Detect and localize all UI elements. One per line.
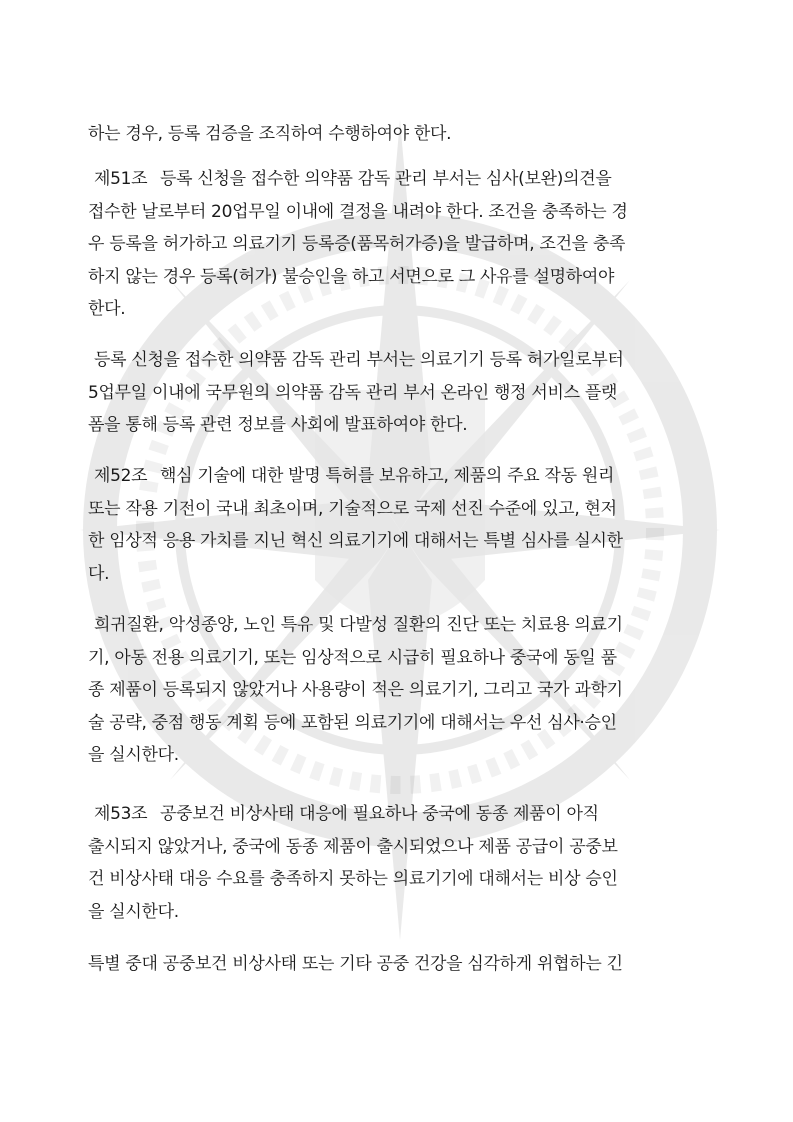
text-line: 한다. bbox=[88, 299, 126, 319]
text-line: 종 제품이 등록되지 않았거나 사용량이 적은 의료기기, 그리고 국가 과학기 bbox=[88, 680, 623, 700]
article-number: 제51조 bbox=[94, 169, 148, 189]
text-line: 우 등록을 허가하고 의료기기 등록증(품목허가증)을 발급하며, 조건을 충족 bbox=[88, 234, 626, 254]
article-53-clause-2 bbox=[88, 948, 708, 981]
text-line: 등록 신청을 접수한 의약품 감독 관리 부서는 심사(보완)의견을 bbox=[160, 169, 612, 189]
text-line: 하는 경우, 등록 검증을 조직하여 수행하여야 한다. bbox=[88, 124, 452, 144]
text-line: 기, 아동 전용 의료기기, 또는 임상적으로 시급히 필요하나 중국에 동일 품 bbox=[88, 647, 617, 668]
text-line: 건 비상사태 대응 수요를 충족하지 못하는 의료기기에 대해서는 비상 승인 bbox=[88, 869, 618, 889]
text-line: 공중보건 비상사태 대응에 필요하나 중국에 동종 제품이 아직 bbox=[160, 804, 599, 824]
text-line: 을 실시한다. bbox=[88, 745, 179, 765]
article-51 bbox=[88, 163, 708, 326]
text-line: 술 공략, 중점 행동 계획 등에 포함된 의료기기에 대해서는 우선 심사·승인 bbox=[88, 712, 617, 733]
article-number: 제52조 bbox=[94, 466, 148, 486]
article-51-clause-2 bbox=[88, 344, 708, 442]
text-line: 또는 작용 기전이 국내 최초이며, 기술적으로 국제 선진 수준에 있고, 현저 bbox=[88, 498, 617, 519]
text-line: 하지 않는 경우 등록(허가) 불승인을 하고 서면으로 그 사유를 설명하여야 bbox=[88, 266, 615, 287]
text-line: 접수한 날로부터 20업무일 이내에 결정을 내려야 한다. 조건을 충족하는 경 bbox=[88, 201, 628, 222]
text-line: 5업무일 이내에 국무원의 의약품 감독 관리 부서 온라인 행정 서비스 플랫 bbox=[88, 382, 618, 403]
text-line: 다. bbox=[88, 563, 110, 584]
text-line: 한 임상적 응용 가치를 지닌 혁신 의료기기에 대해서는 특별 심사를 실시한 bbox=[88, 531, 623, 551]
text-line: 등록 신청을 접수한 의약품 감독 관리 부서는 의료기기 등록 허가일로부터 bbox=[94, 350, 624, 370]
article-52 bbox=[88, 460, 708, 590]
paragraph-intro bbox=[88, 118, 708, 151]
text-line: 희귀질환, 악성종양, 노인 특유 및 다발성 질환의 진단 또는 치료용 의료기 bbox=[94, 615, 623, 635]
text-line: 폼을 통해 등록 관련 정보를 사회에 발표하여야 한다. bbox=[88, 415, 468, 435]
text-line: 특별 중대 공중보건 비상사태 또는 기타 공중 건강을 심각하게 위협하는 긴 bbox=[88, 954, 623, 974]
article-number: 제53조 bbox=[94, 804, 148, 824]
article-52-clause-2 bbox=[88, 609, 708, 772]
text-line: 을 실시한다. bbox=[88, 901, 179, 922]
article-53 bbox=[88, 798, 708, 928]
text-line: 핵심 기술에 대한 발명 특허를 보유하고, 제품의 주요 작동 원리 bbox=[160, 466, 615, 486]
text-line: 출시되지 않았거나, 중국에 동종 제품이 출시되었으나 제품 공급이 공중보 bbox=[88, 836, 618, 857]
